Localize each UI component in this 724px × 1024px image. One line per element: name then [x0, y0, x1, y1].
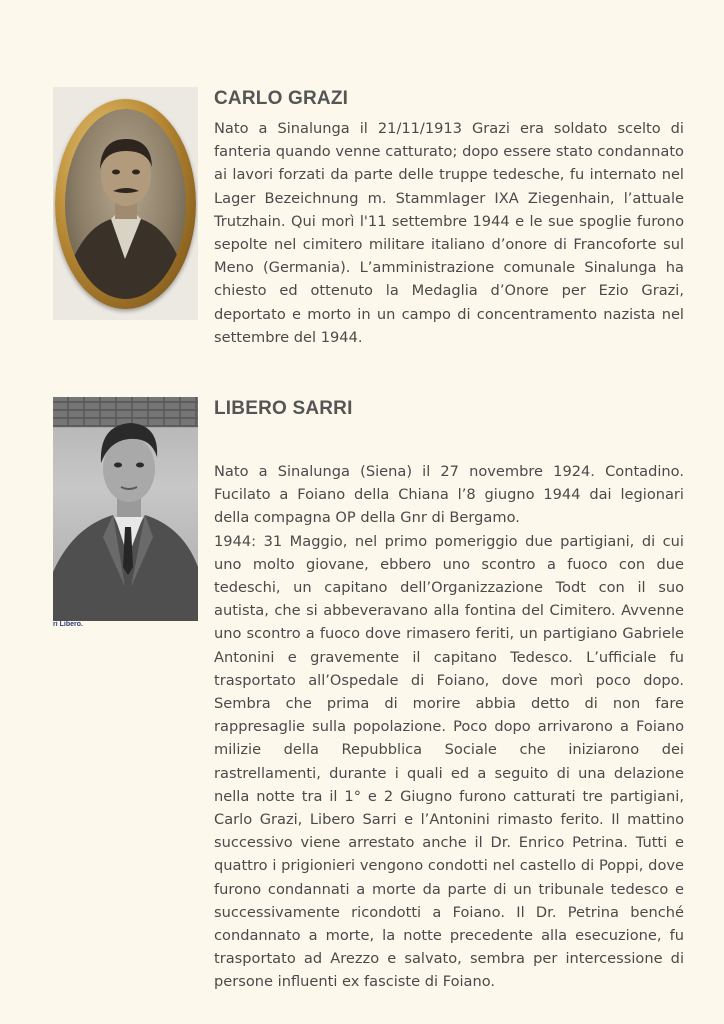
oval-photo-frame: [55, 99, 196, 309]
portrait-libero-sarri: [53, 397, 198, 632]
portrait-image: [53, 397, 198, 621]
biography-paragraph: Nato a Sinalunga il 21/11/1913 Grazi era soldato scelto di fanteria quando venne catturato; dopo essere stato condannato ai lavori forzati da parte delle truppe tedesche, fu internato nel Lager Bezeichnung m. Stammlager IXA Ziegenhain, l’attuale Trutzhain. Qui morì l'11 settembre 1944 e le sue spoglie furono sepolte nel cimitero militare italiano d’onore di Francoforte sul Meno (Germania). L’amministrazione comunale Sinalunga ha chiesto ed ottenuto la Medaglia d’Onore per Ezio Grazi, deportato e morto in un campo di concentramento nazista nel settembre del 1944.: [214, 120, 684, 346]
biography-paragraph: Nato a Sinalunga (Siena) il 27 novembre 1924. Contadino. Fucilato a Foiano della Chiana l’8 giugno 1944 dai legionari della compagna OP della Gnr di Bergamo.: [214, 463, 684, 527]
entry-title: CARLO GRAZI: [214, 88, 349, 109]
entry-biography: [214, 117, 684, 349]
portrait-image: [65, 109, 186, 299]
photo-caption: ri Libero.: [53, 621, 83, 628]
biography-paragraph: 1944: 31 Maggio, nel primo pomeriggio due partigiani, di cui uno molto giovane, ebbero uno scontro a fuoco con due tedeschi, un capitano dell’Organizzazione Todt con il suo autista, che si abbeveravano alla fontina del Cimitero. Avvenne uno scontro a fuoco dove rimasero feriti, un partigiano Gabriele Antonini e gravemente il capitano Tedesco. L’ufficiale fu trasportato all’Ospedale di Foiano, dove morì poco dopo. Sembra che prima di morire abbia detto di non fare rappresaglie sulla popolazione. Poco dopo arrivarono a Foiano milizie della Repubblica Sociale che iniziarono dei rastrellamenti, durante i quali ed a seguito di una delazione nella notte tra il 1° e 2 Giugno furono catturati tre partigiani, Carlo Grazi, Libero Sarri e l’Antonini rimasto ferito. Il mattino successivo viene arrestato anche il Dr. Enrico Petrina. Tutti e quattro i prigionieri vengono condotti nel castello di Poppi, dove furono condannati a morte da parte di un tribunale tedesco e successivamente ricondotti a Foiano. Il Dr. Petrina benché condannato a morte, la notte precedente alla esecuzione, fu trasportato ad Arezzo e salvato, sembra per intercessione di persone influenti ex fasciste di Foiano.: [214, 532, 684, 991]
entry-biography: [214, 460, 684, 994]
portrait-carlo-grazi: [53, 87, 198, 320]
man-portrait-icon: [65, 109, 186, 299]
young-man-portrait-icon: [53, 397, 198, 621]
entry-title: LIBERO SARRI: [214, 398, 353, 419]
